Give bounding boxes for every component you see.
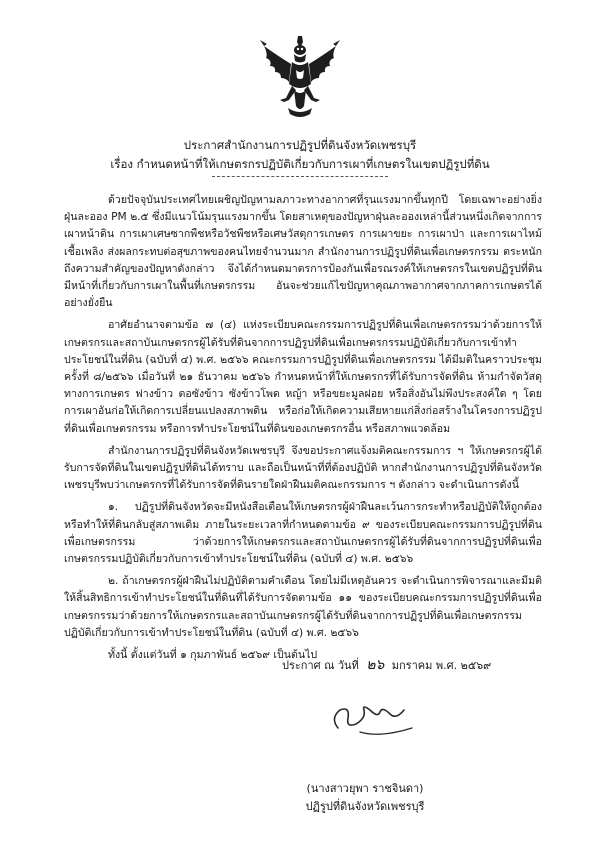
issued-day: ๒๖: [366, 657, 385, 673]
issued-suffix: มกราคม พ.ศ. ๒๕๖๙: [391, 659, 492, 672]
document-title-block: [60, 136, 540, 177]
signer-title: ปฏิรูปที่ดินจังหวัดเพชรบุรี: [305, 800, 425, 813]
issued-prefix: ประกาศ ณ วันที่: [282, 659, 359, 672]
paragraph-measure-2: ๒. ถ้าเกษตรกรผู้ฝ่าฝืนไม่ปฏิบัติตามคำเตือน โดยไม่มีเหตุอันควร จะดำเนินการพิจารณาและมีมติให้สิ้นสิทธิการเข้าทำประโยชน์ในที่ดินที่ได้รับการจัดตามข้อ ๑๑ ของระเบียบคณะกรรมการปฏิรูปที่ดินเพื่อเกษตรกรรมว่าด้วยการให้เกษตรกรและสถาบันเกษตรกรผู้ได้รับที่ดินจากการปฏิรูปที่ดินเพื่อเกษตรกรรม ปฏิบัติเกี่ยวกับการเข้าทำประโยชน์ในที่ดิน (ฉบับที่ ๔) พ.ศ. ๒๕๖๖: [64, 575, 542, 639]
signer-block: [260, 780, 470, 816]
subject-heading: เรื่อง กำหนดหน้าที่ให้เกษตรกรปฏิบัติเกี่ยวกับการเผาที่เกษตรในเขตปฏิรูปที่ดิน: [110, 157, 490, 171]
paragraph-background: ด้วยปัจจุบันประเทศไทยเผชิญปัญหามลภาวะทางอากาศที่รุนแรงมากขึ้นทุกปี โดยเฉพาะอย่างยิ่งฝุ่นละออง PM ๒.๕ ซึ่งมีแนวโน้มรุนแรงมากขึ้น โดยสาเหตุของปัญหาฝุ่นละอองเหล่านี้ส่วนหนึ่งเกิดจากการเผาหน้าดิน การเผาเศษซากพืชหรือวัชพืชหรือเศษวัสดุการเกษตร การเผาขยะ การเผาป่า และการเผาไหม้เชื้อเพลิง ส่งผลกระทบต่อสุขภาพของคนไทยจำนวนมาก สำนักงานการปฏิรูปที่ดินเพื่อเกษตรกรรม ตระหนักถึงความสำคัญของปัญหาดังกล่าว จึงได้กำหนดมาตรการป้องกันเพื่อรณรงค์ให้เกษตรกรในเขตปฏิรูปที่ดินมีหน้าที่เกี่ยวกับการเผาในพื้นที่เกษตรกรรม อันจะช่วยแก้ไขปัญหาคุณภาพอากาศจากภาคการเกษตรได้อย่างยั่งยืน: [64, 194, 542, 310]
handwritten-signature: [320, 688, 430, 748]
paragraph-authority: อาศัยอำนาจตามข้อ ๗ (๔) แห่งระเบียบคณะกรรมการปฏิรูปที่ดินเพื่อเกษตรกรรมว่าด้วยการให้เกษตรกรและสถาบันเกษตรกรผู้ได้รับที่ดินจากการปฏิรูปที่ดินเพื่อเกษตรกรรมปฏิบัติเกี่ยวกับการเข้าทำประโยชน์ในที่ดิน (ฉบับที่ ๔) พ.ศ. ๒๕๖๖ คณะกรรมการปฏิรูปที่ดินเพื่อเกษตรกรรม ได้มีมติในคราวประชุมครั้งที่ ๘/๒๕๖๖ เมื่อวันที่ ๒๑ ธันวาคม ๒๕๖๖ กำหนดหน้าที่ให้เกษตรกรที่ได้รับการจัดที่ดิน ห้ามกำจัดวัสดุทางการเกษตร ฟางข้าว ตอซังข้าว ซังข้าวโพด หญ้า หรือขยะมูลฝอย หรือสิ่งอันไม่พึงประสงค์ใด ๆ โดยการเผาอันก่อให้เกิดการเปลี่ยนแปลงสภาพดิน หรือก่อให้เกิดความเสียหายแก่สิ่งก่อสร้างในโครงการปฏิรูปที่ดินเพื่อเกษตรกรรม หรือการทำประโยชน์ในที่ดินของเกษตรกรอื่น หรือสภาพแวดล้อม: [64, 319, 542, 435]
garuda-emblem-icon: [258, 34, 342, 120]
announcement-body: [64, 192, 542, 666]
title-separator: [212, 176, 388, 177]
agency-heading: ประกาศสำนักงานการปฏิรูปที่ดินจังหวัดเพชรบุรี: [183, 138, 417, 152]
paragraph-notice: สำนักงานการปฏิรูปที่ดินจังหวัดเพชรบุรี จึงขอประกาศแจ้งมติคณะกรรมการ ฯ ให้เกษตรกรผู้ได้รับการจัดที่ดินในเขตปฏิรูปที่ดินได้ทราบ และถือเป็นหน้าที่ที่ต้องปฏิบัติ หากสำนักงานการปฏิรูปที่ดินจังหวัดเพชรบุรีพบว่าเกษตรกรที่ได้รับการจัดที่ดินรายใดฝ่าฝืนมติคณะกรรมการ ฯ ดังกล่าว จะดำเนินการดังนี้: [64, 444, 542, 492]
issued-date-line: [282, 656, 491, 675]
signer-name: (นางสาวยุพา ราชจินดา): [306, 782, 424, 795]
paragraph-effective-date: ทั้งนี้ ตั้งแต่วันที่ ๑ กุมภาพันธ์ ๒๕๖๙ เป็นต้นไป: [108, 649, 318, 662]
paragraph-measure-1: ๑. ปฏิรูปที่ดินจังหวัดจะมีหนังสือเตือนให้เกษตรกรผู้ฝ่าฝืนละเว้นการกระทำหรือปฏิบัติให้ถูกต้องหรือทำให้ที่ดินกลับสู่สภาพเดิม ภายในระยะเวลาที่กำหนดตามข้อ ๙ ของระเบียบคณะกรรมการปฏิรูปที่ดินเพื่อเกษตรกรรม ว่าด้วยการให้เกษตรกรและสถาบันเกษตรกรผู้ได้รับที่ดินจากการปฏิรูปที่ดินเพื่อเกษตรกรรมปฏิบัติเกี่ยวกับการเข้าทำประโยชน์ในที่ดิน (ฉบับที่ ๔) พ.ศ. ๒๕๖๖: [64, 501, 542, 566]
